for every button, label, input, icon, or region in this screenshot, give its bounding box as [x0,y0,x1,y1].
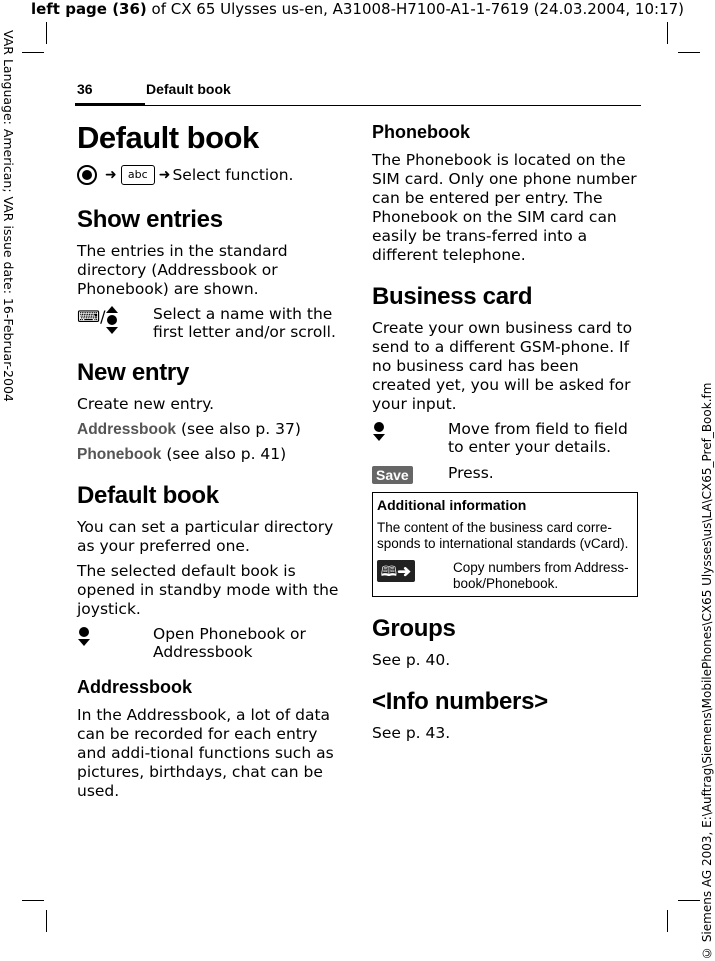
key-cell [77,305,153,341]
arrow-icon: ➜ [158,167,171,183]
default-book-text-2: The selected default book is opened in standby mode with the joystick. [77,562,339,618]
addressbook-ref-text: (see also p. 37) [176,420,301,438]
print-header-prefix: left page (36) [30,0,147,18]
crop-mark [22,900,44,901]
info-box-description: Copy numbers from Address-book/Phonebook. [453,560,629,591]
default-book-text-1: You can set a particular directory as your preferred one. [77,518,334,555]
crop-mark [22,52,44,53]
phonebook-menu-icon: abc [121,165,155,185]
info-box-text: The content of the business card corre-sponds to international standards (vCard). [377,520,629,551]
joystick-down-icon [77,627,91,649]
crop-mark [667,22,668,44]
left-margin-text: VAR Language: American; VAR issue date: 16-Februar-2004 [1,30,16,402]
key-cell [77,625,153,661]
phonebook-ref-text: (see also p. 41) [161,445,287,463]
right-column [372,118,640,749]
addressbook-text: In the Addressbook, a lot of data can be recorded for each entry and addi-tional functions such as pictures, birthdays, chat can be used. [77,706,334,800]
joystick-updown-icon [105,315,119,337]
arrow-icon: ➜ [105,167,117,183]
key-row [77,625,343,661]
keypad-icon: ⌨/ [77,307,106,326]
running-header-title: Default book [146,81,231,97]
key-row [372,464,640,484]
info-numbers-text: See p. 43. [372,724,451,742]
header-rule-thick [75,103,145,106]
key-row [77,305,343,341]
crop-mark [46,910,47,932]
heading-phonebook: Phonebook [372,122,470,142]
phonebook-text: The Phonebook is located on the SIM card. Only one phone number can be entered per entry. The Phonebook on the SIM card can easily be trans-ferred into a different telephone. [372,151,637,264]
key-description: Select a name with the first letter and/or scroll. [153,305,336,341]
phonebook-label: Phonebook [77,446,162,463]
menu-path [77,162,343,188]
show-entries-text: The entries in the standard directory (Addressbook or Phonebook) are shown. [77,242,288,298]
heading-addressbook: Addressbook [77,677,193,697]
save-softkey: Save [372,466,413,484]
key-cell [372,420,448,456]
print-header-rest: of CX 65 Ulysses us-en, A31008-H7100-A1-1-7619 (24.03.2004, 10:17) [146,0,685,18]
phonebook-ref [77,445,343,464]
business-card-text: Create your own business card to send to a different GSM-phone. If no business card has been created yet, you will be asked for your input. [372,319,633,413]
print-header [0,0,715,18]
right-margin-text: © Siemens AG 2003, E:\Auftrag\Siemens\MobilePhones\CX65 Ulysses\us\LA\CX65_Pref_Book.fm [700,382,714,960]
crop-mark [678,900,700,901]
heading-groups: Groups [372,615,456,642]
crop-mark [667,910,668,932]
book-arrow-icon: 🕮➜ [377,560,415,582]
key-row [372,420,640,456]
header-rule [145,105,641,106]
joystick-icon [77,165,97,185]
heading-default-book: Default book [77,482,219,509]
heading-show-entries: Show entries [77,206,223,233]
menu-path-text: Select function. [172,166,294,184]
key-description: Move from field to field to enter your details. [448,420,628,456]
info-box-title: Additional information [377,497,527,513]
page-number: 36 [77,81,93,97]
key-description: Press. [448,464,494,482]
info-box-row [377,560,633,592]
new-entry-text: Create new entry. [77,395,215,413]
groups-text: See p. 40. [372,651,451,669]
info-box [372,492,638,597]
heading-new-entry: New entry [77,359,190,386]
key-cell [372,464,448,484]
joystick-down-icon [372,422,386,444]
page-title: Default book [77,120,259,155]
crop-mark [46,22,47,44]
addressbook-ref [77,420,343,439]
heading-business-card: Business card [372,283,533,310]
key-description: Open Phonebook or Addressbook [153,625,306,661]
crop-mark [678,52,700,53]
addressbook-label: Addressbook [77,421,177,438]
left-column [77,118,343,807]
heading-info-numbers: <Info numbers> [372,688,548,715]
